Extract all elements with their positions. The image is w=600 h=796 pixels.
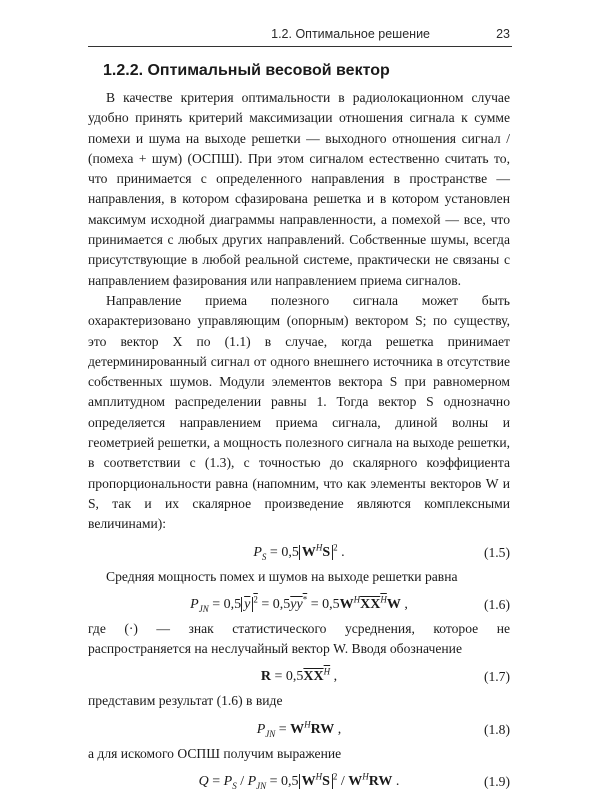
paragraph-snr: а для искомого ОСПШ получим выражение: [88, 745, 342, 761]
running-head-title: 1.2. Оптимальное решение: [271, 27, 430, 41]
equation-1-5: [88, 535, 510, 567]
paragraph-noise-power: Средняя мощность помех и шумов на выходе решетки равна: [106, 568, 458, 584]
equation-1-5-formula: $P_S = 0,5$ $W^HS$ $^2$ .: [253, 541, 345, 562]
equation-number: (1.5): [483, 544, 510, 560]
section-title: 1.2.2. Оптимальный весовой вектор: [103, 62, 390, 79]
equation-1-6: [88, 587, 510, 619]
equation-1-8-formula: $P_{JN} = W^HRW$ ,: [256, 719, 342, 739]
header-rule: [88, 46, 512, 47]
equation-number: (1.8): [483, 721, 510, 737]
paragraph-signal-direction: Направление приема полезного сигнала может быть охарактеризовано управляющим (опорным) вектором S; по существу, это вектор X по (1.1) в случае, когда решетка принимает детерминированный сигнал от одного внешнего источника в отсутствие собственных шумов. Модули элементов вектора S при равномерном амплитудном распределении равны 1. Тогда вектор S однозначно определяется направлением приема сигнала, длиной волны и геометрией решетки, а мощность полезного сигнала на выходе решетки, в соответствии с (1.3), с точностью до скалярного коэффициента пропорциональности равна (напомним, что как элементы векторов W и S, так и их скалярное произведение являются комплексными величинами):: [88, 292, 510, 532]
paragraph-criterion: В качестве критерия оптимальности в радиолокационном случае удобно принять критерий максимизации отношения сигнала к сумме помехи и шума на выходе решетки — выходного отношения сигнал / (помеха + шум) (ОСПШ). При этом сигналом естественно считать то, что принимается с определенного направления в пространстве — направления, в котором сфазирована решетка и в котором установлен максимум исходной диаграммы направленности, а помехой — все, что принимается с любых других направлений. Собственные шумы, всегда присутствующие в любой реальной системе, практически не связаны с направлением фазирования или направлением приема сигналов.: [88, 90, 510, 288]
paragraph-result: представим результат (1.6) в виде: [88, 693, 283, 709]
equation-1-6-formula: $P_{JN} = 0,5$ y $^2 = 0,5yy^* = 0,5W^HXX^HW$ ,: [190, 594, 408, 614]
page-body: [88, 88, 510, 796]
equation-1-9-formula: $Q = P_S / P_{JN} = 0,5$ $W^HS$ $^2 / W^HRW$ .: [198, 771, 400, 791]
equation-1-9: [88, 764, 510, 796]
equation-1-7: [88, 659, 510, 691]
equation-number: (1.9): [483, 774, 510, 790]
equation-number: (1.6): [483, 596, 510, 612]
equation-number: (1.7): [483, 669, 510, 685]
equation-1-8: [88, 712, 510, 744]
paragraph-averaging: где (·) — знак статистического усреднения, которое не распространяется на неслучайный вектор W. Вводя обозначение: [88, 620, 510, 657]
equation-1-7-formula: $R = 0,5XX^H$ ,: [260, 666, 338, 685]
page-number: 23: [496, 27, 510, 41]
